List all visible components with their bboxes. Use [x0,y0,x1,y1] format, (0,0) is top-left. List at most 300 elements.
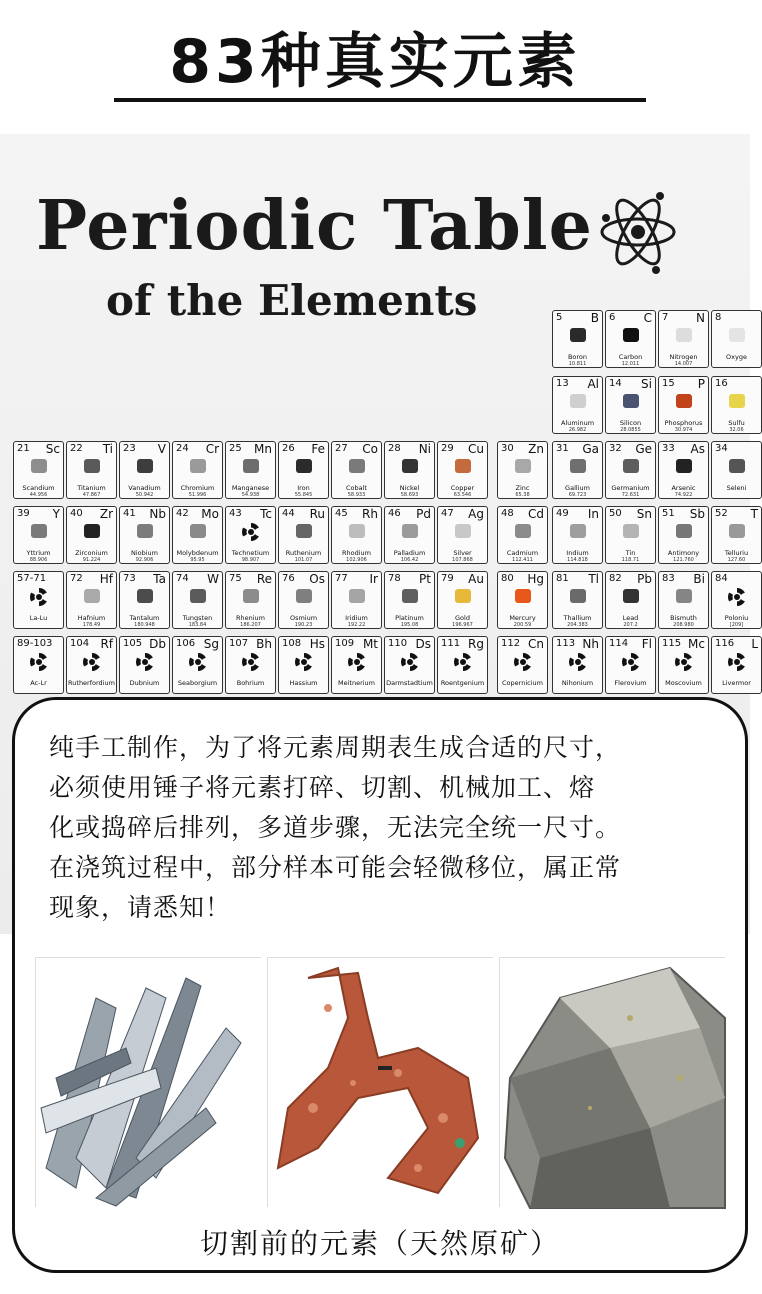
title-underline [114,98,646,102]
atomic-number: 78 [388,573,401,584]
element-cell [552,506,603,564]
atomic-mass: 178.49 [82,622,101,628]
element-name: Lead [622,614,639,622]
atomic-mass: 102.906 [346,557,367,563]
element-sample [190,589,206,603]
atomic-number: 47 [441,508,454,519]
radioactive-icon [675,653,693,671]
atomic-number: 13 [556,378,569,389]
element-sample [623,328,639,342]
element-name: Yttrium [26,549,51,557]
atomic-mass: 207.2 [623,622,638,628]
atomic-number: 48 [501,508,514,519]
element-name: Arsenic [671,484,696,492]
element-name: Osmium [289,614,318,622]
notice-line: 纯手工制作，为了将元素周期表生成合适的尺寸， [49,733,622,762]
element-name: Molybdenum [176,549,219,557]
element-cell [605,310,656,368]
element-name: Palladium [393,549,426,557]
element-cell [711,441,762,499]
element-sample [402,524,418,538]
element-cell [658,506,709,564]
element-sample [623,394,639,408]
element-name: Iridium [345,614,368,622]
element-cell [172,636,223,694]
page-title: 83种真实元素 [169,27,581,97]
element-sample [402,589,418,603]
element-symbol: Mt [362,637,378,651]
element-sample [515,524,531,538]
atomic-number: 33 [662,443,675,454]
notice-line: 现象，请悉知！ [49,893,232,922]
element-cell [331,571,382,629]
element-cell [552,571,603,629]
element-cell [711,506,762,564]
atomic-number: 51 [662,508,675,519]
element-cell [497,571,548,629]
element-cell [658,441,709,499]
element-cell [172,441,223,499]
element-sample [455,459,471,473]
element-name: Thallium [563,614,592,622]
atomic-mass: 180.948 [134,622,155,628]
element-cell [552,441,603,499]
atomic-mass: 186.207 [240,622,261,628]
element-cell [331,506,382,564]
element-cell [225,506,276,564]
element-symbol: Cu [468,442,484,456]
element-name: Flerovium [614,679,647,687]
element-sample [137,459,153,473]
atomic-mass: 91.224 [82,557,101,563]
element-cell [172,571,223,629]
atomic-number: 115 [662,638,682,649]
notice-text [49,728,739,928]
atomic-number: 106 [176,638,196,649]
element-symbol: Pt [419,572,431,586]
radioactive-icon [189,653,207,671]
radioactive-icon [569,653,587,671]
element-name: Bismuth [670,614,697,622]
atomic-number: 113 [556,638,576,649]
atomic-mass: 14.007 [674,361,693,367]
element-cell [384,441,435,499]
element-sample [84,589,100,603]
element-cell [437,506,488,564]
atomic-mass: 118.71 [621,557,640,563]
atomic-mass: 47.867 [82,492,101,498]
element-symbol: Sn [636,507,652,521]
atomic-number: 49 [556,508,569,519]
radioactive-icon [30,653,48,671]
element-name: Silicon [619,419,642,427]
element-name: Hafnium [77,614,106,622]
atomic-number: 75 [229,573,242,584]
atomic-number: 82 [609,573,622,584]
notice-line: 必须使用锤子将元素打碎、切割、机械加工、熔 [49,773,596,802]
element-sample [515,589,531,603]
atomic-number: 41 [123,508,136,519]
atomic-number: 81 [556,573,569,584]
radioactive-icon [622,653,640,671]
element-name: Meitnerium [337,679,375,687]
element-name: La-Lu [29,614,48,622]
atomic-mass: 192.22 [347,622,366,628]
element-name: Ruthenium [285,549,322,557]
atomic-mass: 28.0855 [620,427,641,433]
element-name: Rhenium [235,614,265,622]
element-sample [570,459,586,473]
element-name: Seaborgium [177,679,218,687]
atomic-mass: 208.980 [673,622,694,628]
element-cell [605,636,656,694]
atomic-number: 111 [441,638,461,649]
ore-photo-bismuth [499,957,725,1207]
element-name: Cadmium [506,549,539,557]
element-name: Chromium [180,484,215,492]
atomic-number: 116 [715,638,735,649]
element-symbol: Rg [468,637,484,651]
element-name: Darmstadtium [386,679,433,687]
element-symbol: W [207,572,219,586]
element-sample [296,459,312,473]
element-sample [31,524,47,538]
element-symbol: Rf [100,637,113,651]
atomic-number: 32 [609,443,622,454]
element-symbol: B [590,311,599,325]
element-sample [729,459,745,473]
element-symbol: Ni [418,442,431,456]
element-symbol: Mn [254,442,272,456]
radioactive-icon [728,653,746,671]
radioactive-icon [454,653,472,671]
element-name: Aluminum [560,419,595,427]
element-sample [676,524,692,538]
element-cell [13,636,64,694]
element-sample [137,524,153,538]
atomic-number: 7 [662,312,669,323]
element-cell [13,571,64,629]
element-name: Phosphorus [664,419,703,427]
element-name: Nihonium [561,679,594,687]
element-cell [172,506,223,564]
atomic-mass: 72.631 [621,492,640,498]
element-sample [676,589,692,603]
atomic-mass: 106.42 [400,557,419,563]
atomic-mass: 127.60 [727,557,746,563]
atomic-mass: 10.811 [568,361,587,367]
element-name: Indium [566,549,589,557]
atomic-mass: 95.95 [190,557,205,563]
element-cell [119,571,170,629]
atomic-number: 15 [662,378,675,389]
atomic-number: 34 [715,443,728,454]
element-name: Scandium [22,484,55,492]
element-sample [349,459,365,473]
element-symbol: N [696,311,705,325]
atomic-number: 43 [229,508,242,519]
element-symbol: Nh [582,637,599,651]
element-symbol: Ga [582,442,599,456]
poster-subtitle: of the Elements [106,276,478,325]
atomic-number: 46 [388,508,401,519]
element-sample [570,589,586,603]
radioactive-icon [83,653,101,671]
element-cell [278,571,329,629]
atomic-number: 14 [609,378,622,389]
atomic-number: 83 [662,573,675,584]
element-sample [729,328,745,342]
element-name: Zirconium [75,549,108,557]
atomic-number: 52 [715,508,728,519]
element-sample [190,524,206,538]
atomic-mass: 121.760 [673,557,694,563]
element-cell [384,506,435,564]
atomic-number: 16 [715,378,728,389]
atomic-mass: 98.907 [241,557,260,563]
element-name: Moscovium [665,679,702,687]
element-name: Rutherfordium [68,679,115,687]
atomic-number: 110 [388,638,408,649]
element-cell [331,636,382,694]
element-name: Iron [297,484,310,492]
header [0,0,750,132]
element-cell [66,441,117,499]
element-symbol: Bh [256,637,272,651]
element-sample [296,589,312,603]
element-symbol: Cd [528,507,544,521]
element-cell [278,506,329,564]
element-name: Gallium [565,484,590,492]
atomic-mass: 114.818 [567,557,588,563]
element-symbol: As [690,442,705,456]
element-symbol: C [643,311,652,325]
element-cell [605,506,656,564]
element-sample [676,459,692,473]
element-name: Cobalt [346,484,367,492]
element-symbol: Db [149,637,166,651]
element-cell [66,506,117,564]
atomic-mass: 183.84 [188,622,207,628]
element-symbol: Fl [641,637,652,651]
element-sample [349,524,365,538]
element-symbol: Sg [203,637,219,651]
element-name: Niobium [130,549,159,557]
element-cell [711,636,762,694]
element-sample [623,589,639,603]
atomic-mass: 54.938 [241,492,260,498]
element-name: Dubnium [129,679,160,687]
ore-photo-copper [267,957,493,1207]
element-cell [225,441,276,499]
element-cell [278,441,329,499]
element-name: Germanium [611,484,650,492]
atomic-mass: 196.967 [452,622,473,628]
atomic-number: 8 [715,312,722,323]
atomic-number: 45 [335,508,348,519]
element-cell [437,571,488,629]
atomic-mass: 26.982 [568,427,587,433]
element-name: Poloniu [724,614,749,622]
element-symbol: Mo [201,507,219,521]
atomic-number: 74 [176,573,189,584]
element-symbol: Rh [362,507,378,521]
element-sample [137,589,153,603]
element-cell [605,571,656,629]
element-sample [402,459,418,473]
atomic-number: 108 [282,638,302,649]
element-symbol: Os [309,572,325,586]
element-cell [13,506,64,564]
element-symbol: Y [52,507,60,521]
element-sample [349,589,365,603]
element-sample [515,459,531,473]
atomic-mass: 88.906 [29,557,48,563]
element-symbol: Ti [102,442,113,456]
element-name: Tin [625,549,636,557]
element-symbol: Hg [527,572,544,586]
element-cell [331,441,382,499]
radioactive-icon [348,653,366,671]
atomic-mass: 44.956 [29,492,48,498]
element-cell [225,636,276,694]
atomic-number: 29 [441,443,454,454]
atomic-mass: 58.933 [347,492,366,498]
element-sample [243,459,259,473]
atomic-mass: 63.546 [453,492,472,498]
element-cell [66,636,117,694]
element-symbol: Ir [369,572,378,586]
element-symbol: Tc [260,507,272,521]
element-sample [455,524,471,538]
element-cell [497,441,548,499]
element-name: Technetium [231,549,270,557]
atomic-mass: 195.08 [400,622,419,628]
element-symbol: Au [468,572,484,586]
atomic-mass: [209] [729,622,744,628]
element-symbol: Ru [309,507,325,521]
element-cell [384,571,435,629]
element-sample [296,524,312,538]
element-name: Tungsten [182,614,213,622]
atomic-number: 26 [282,443,295,454]
radioactive-icon [136,653,154,671]
element-symbol: Pb [637,572,652,586]
element-sample [729,524,745,538]
atomic-number: 76 [282,573,295,584]
atomic-number: 28 [388,443,401,454]
element-name: Tantalum [129,614,160,622]
element-sample [570,328,586,342]
element-symbol: Mc [688,637,705,651]
atomic-number: 72 [70,573,83,584]
element-symbol: Zn [528,442,544,456]
element-name: Rhodium [342,549,371,557]
element-cell [711,310,762,368]
atomic-mass: 101.07 [294,557,313,563]
element-name: Manganese [231,484,270,492]
atomic-mass: 107.868 [452,557,473,563]
element-symbol: Nb [149,507,166,521]
element-symbol: Ge [635,442,652,456]
element-name: Carbon [618,353,643,361]
element-name: Roentgenium [440,679,485,687]
atomic-number: 107 [229,638,249,649]
element-sample [676,328,692,342]
element-symbol: V [157,442,166,456]
element-name: Vanadium [128,484,161,492]
element-symbol: Hs [309,637,325,651]
element-name: Ac-Lr [30,679,47,687]
atomic-number: 22 [70,443,83,454]
element-name: Titanium [77,484,106,492]
element-name: Livermor [722,679,751,687]
element-cell [497,506,548,564]
element-symbol: Ag [468,507,484,521]
radioactive-icon [242,653,260,671]
element-name: Platinum [395,614,424,622]
element-name: Mercury [509,614,536,622]
atomic-number: 6 [609,312,616,323]
element-cell [605,376,656,434]
element-name: Telluriu [724,549,749,557]
element-symbol: L [751,637,758,651]
element-name: Antimony [667,549,700,557]
element-cell [384,636,435,694]
element-name: Boron [567,353,588,361]
element-symbol: T [750,507,758,521]
atomic-number: 21 [17,443,30,454]
radioactive-icon [728,588,746,606]
atomic-number: 24 [176,443,189,454]
photo-caption: 切割前的元素（天然原矿） [199,1227,560,1260]
element-sample [455,589,471,603]
element-cell [437,441,488,499]
atomic-number: 105 [123,638,143,649]
element-symbol: Re [256,572,272,586]
info-card [12,697,748,1273]
element-cell [552,376,603,434]
element-symbol: Al [587,377,599,391]
atomic-number: 84 [715,573,728,584]
atomic-number: 104 [70,638,90,649]
element-cell [278,636,329,694]
element-name: Silver [453,549,472,557]
element-name: Bohrium [236,679,265,687]
atomic-mass: 112.411 [512,557,533,563]
element-cell [119,441,170,499]
atomic-mass: 69.723 [568,492,587,498]
radioactive-icon [242,523,260,541]
poster-title: Periodic Table [36,186,593,266]
element-symbol: Cr [205,442,219,456]
element-symbol: Tl [588,572,599,586]
atomic-mass: 190.23 [294,622,313,628]
atomic-number: 77 [335,573,348,584]
element-symbol: Sb [689,507,705,521]
element-symbol: Bi [693,572,705,586]
element-cell [605,441,656,499]
atomic-number: 42 [176,508,189,519]
element-symbol: Zr [99,507,113,521]
element-name: Copernicium [502,679,543,687]
element-symbol: Sc [45,442,60,456]
atomic-mass: 12.011 [621,361,640,367]
element-cell [119,506,170,564]
element-cell [552,636,603,694]
atomic-number: 79 [441,573,454,584]
atomic-number: 30 [501,443,514,454]
